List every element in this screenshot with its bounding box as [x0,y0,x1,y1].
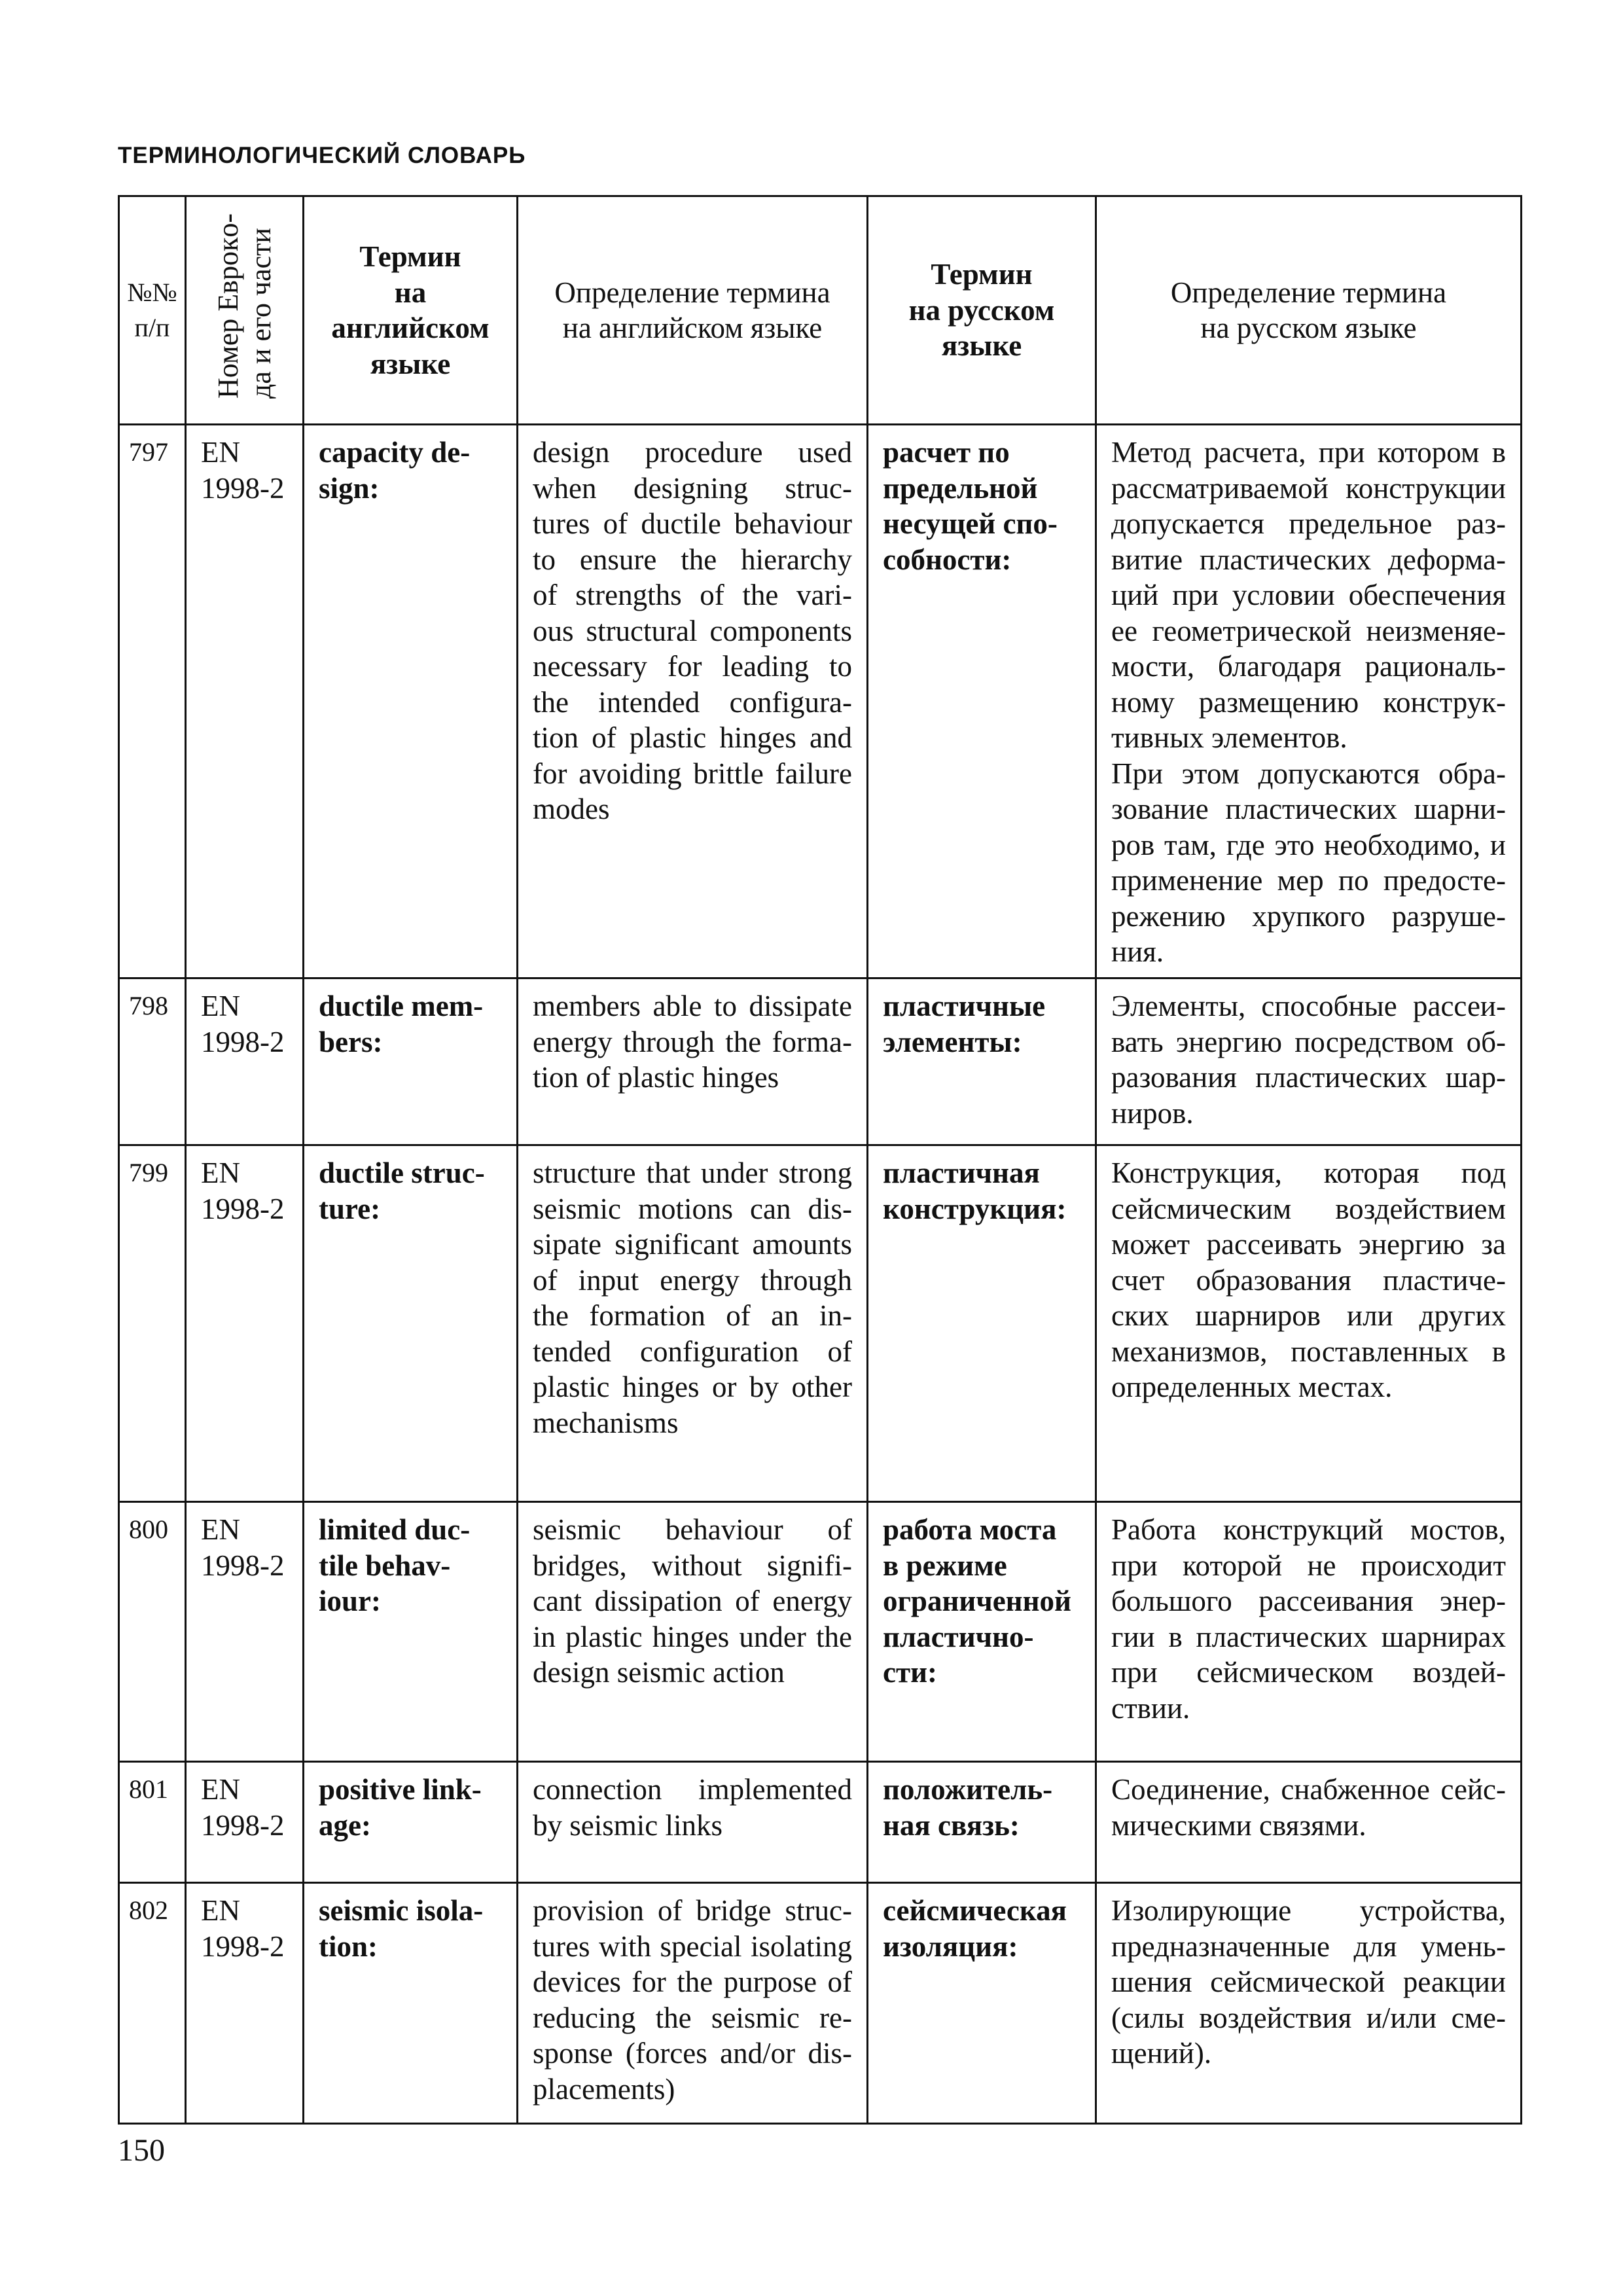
table-row [119,425,1522,978]
text-line: 1998-2 [201,1192,285,1225]
text-line: элементы: [883,1025,1022,1058]
russian-term [868,1502,1096,1762]
russian-definition [1096,1502,1522,1762]
eurocode-ref [186,1883,304,2124]
text-line: работа моста [883,1513,1057,1546]
text-line: Определение термина [554,276,830,309]
table-header-row [119,196,1522,425]
text-line: EN [201,1157,240,1189]
text-line: of strengths of the vari- [533,579,852,611]
text-line: Метод расчета, при котором в [1111,436,1506,469]
text-line: разования пластических шар- [1111,1061,1506,1094]
text-line: тивных элементов. [1111,721,1347,754]
header-line: да и его части [244,228,277,399]
text-line: английском [331,312,490,344]
text-line: EN [201,1773,240,1806]
text-line: в режиме [883,1549,1007,1582]
text-line: механизмов, поставленных в [1111,1335,1506,1368]
text-line: in plastic hinges under the [533,1620,852,1653]
text-line: provision of bridge struc- [533,1894,852,1927]
english-term [304,1502,518,1762]
page-number: 150 [118,2133,165,2168]
text-line: reducing the seismic re- [533,2001,852,2034]
text-line: ров там, где это необходимо, и [1111,828,1506,861]
text-line: sign: [319,471,380,505]
text-line: пластичная [883,1157,1040,1189]
text-line: пластично- [883,1620,1034,1653]
eurocode-ref [186,425,304,978]
running-header: ТЕРМИНОЛОГИЧЕСКИЙ СЛОВАРЬ [118,143,526,168]
eurocode-ref [186,1502,304,1762]
text-line: structure that under strong [533,1157,852,1189]
text-line: EN [201,1513,240,1546]
table-row [119,1883,1522,2124]
text-line: tion: [319,1929,378,1963]
russian-term [868,978,1096,1145]
text-line: tended configuration of [533,1335,852,1368]
text-line: вать энергию посредством об- [1111,1025,1506,1058]
text-line: на английском языке [562,312,823,344]
text-line: пластичные [883,990,1046,1022]
text-line: сейсмическая [883,1894,1067,1927]
text-line: ному размещению конструк- [1111,685,1506,719]
text-line: рассматриваемой конструкции [1111,471,1506,505]
text-line: на русском [908,293,1055,327]
text-line: на [394,276,427,309]
text-line: ture: [319,1192,381,1225]
entry-number-text: 801 [129,1774,168,1804]
text-line: ous structural components [533,614,852,647]
entry-number-text: 800 [129,1515,168,1544]
russian-term [868,1762,1096,1883]
text-line: 1998-2 [201,1549,285,1582]
text-line: при сейсмическом воздей- [1111,1656,1506,1689]
text-line: предназначенные для умень- [1111,1929,1506,1963]
english-definition [518,1145,868,1502]
text-line: (силы воздействия и/или сме- [1111,2001,1506,2034]
table-row [119,978,1522,1145]
text-line: 1998-2 [201,1808,285,1842]
header-ru-def [1096,196,1522,425]
text-line: 1998-2 [201,1929,285,1963]
text-line: гии в пластических шарнирах [1111,1620,1506,1653]
text-line: ductile struc- [319,1157,485,1189]
text-line: placements) [533,2072,675,2106]
header-line: №№ [127,277,177,307]
text-line: EN [201,436,240,469]
russian-term [868,425,1096,978]
text-line: ниров. [1111,1096,1194,1130]
russian-definition [1096,978,1522,1145]
text-line: применение мер по предосте- [1111,864,1506,897]
text-line: to ensure the hierarchy [533,543,852,576]
english-definition [518,1502,868,1762]
table-row [119,1502,1522,1762]
text-line: Определение термина [1170,276,1447,309]
text-line: мическими связями. [1111,1808,1366,1842]
eurocode-ref [186,978,304,1145]
text-line: members able to dissipate [533,990,852,1022]
text-line: режению хрупкого разруше- [1111,899,1506,933]
text-line: the intended configura- [533,685,852,719]
eurocode-ref [186,1762,304,1883]
text-line: конструкция: [883,1192,1067,1225]
table-row [119,1762,1522,1883]
text-line: большого рассеивания энер- [1111,1585,1506,1617]
text-line: age: [319,1808,371,1842]
text-line: limited duc- [319,1513,471,1546]
text-line: щений). [1111,2037,1212,2070]
text-line: языке [941,329,1022,363]
text-line: 1998-2 [201,1025,285,1058]
text-line: energy through the forma- [533,1025,852,1058]
text-line: ствии. [1111,1691,1190,1725]
english-definition [518,1883,868,2124]
text-line: bers: [319,1025,383,1058]
text-line: витие пластических деформа- [1111,543,1506,576]
header-line: п/п [134,313,170,342]
text-line: tion of plastic hinges and [533,721,852,754]
header-eurocode [186,196,304,425]
header-line: Номер Еврокo- [211,213,244,399]
russian-term [868,1145,1096,1502]
text-line: ductile mem- [319,990,484,1022]
text-line: sponse (forces and/or dis- [533,2037,852,2070]
text-line: capacity de- [319,436,471,469]
text-line: modes [533,793,610,825]
text-line: Работа конструкций мостов, [1111,1513,1506,1546]
entry-number-text: 798 [129,991,168,1020]
text-line: of input energy through [533,1263,852,1297]
text-line: ния. [1111,935,1164,968]
text-line: при которой не происходит [1111,1549,1506,1582]
text-line: seismic motions can dis- [533,1192,852,1225]
entry-number [119,1883,186,2124]
entry-number [119,1762,186,1883]
english-term [304,978,518,1145]
header-ru-term [868,196,1096,425]
text-line: devices for the purpose of [533,1965,852,1998]
header-number [119,196,186,425]
text-line: bridges, without signifi- [533,1549,852,1582]
text-line: Соединение, снабженное сейс- [1111,1773,1506,1806]
english-term [304,425,518,978]
text-line: ограниченной [883,1585,1071,1617]
text-line: design seismic action [533,1656,785,1689]
russian-term [868,1883,1096,2124]
text-line: EN [201,990,240,1022]
text-line: iour: [319,1585,381,1617]
text-line: Термин [359,240,461,273]
text-line: зование пластических шарни- [1111,793,1506,825]
entry-number-text: 799 [129,1158,168,1187]
text-line: определенных местах. [1111,1371,1393,1403]
text-line: шения сейсмической реакции [1111,1965,1506,1998]
text-line: расчет по [883,436,1010,469]
entry-number-text: 802 [129,1895,168,1925]
text-line: positive link- [319,1773,482,1806]
eurocode-ref [186,1145,304,1502]
text-line: tile behav- [319,1549,451,1582]
text-line: Изолирующие устройства, [1111,1894,1506,1927]
text-line: положитель- [883,1773,1053,1806]
entry-number [119,425,186,978]
text-line: ций при условии обеспечения [1111,579,1506,611]
english-term [304,1145,518,1502]
text-line: when designing struc- [533,471,852,505]
text-line: Термин [931,258,1033,291]
text-line: на русском языке [1200,312,1417,344]
text-line: by seismic links [533,1808,722,1842]
text-line: ная связь: [883,1808,1020,1842]
text-line: 1998-2 [201,471,285,505]
text-line: mechanisms [533,1406,679,1439]
russian-definition [1096,1883,1522,2124]
text-line: ских шарниров или других [1111,1299,1506,1332]
text-line: EN [201,1894,240,1927]
text-line: the formation of an in- [533,1299,852,1332]
text-line: сти: [883,1656,937,1689]
text-line: tion of plastic hinges [533,1061,779,1094]
text-line: tures of ductile behaviour [533,507,852,540]
english-definition [518,978,868,1145]
header-en-def [518,196,868,425]
header-eurocode-text [212,213,277,399]
entry-number [119,1502,186,1762]
text-line: счет образования пластиче- [1111,1263,1506,1297]
header-en-term [304,196,518,425]
text-line: предельной [883,471,1038,505]
text-line: necessary for leading to [533,650,852,683]
text-line: собности: [883,543,1012,576]
text-line: допускается предельное раз- [1111,507,1506,540]
text-line: design procedure used [533,436,852,469]
english-definition [518,1762,868,1883]
russian-definition [1096,1762,1522,1883]
text-line: plastic hinges or by other [533,1371,852,1403]
text-line: мости, благодаря рациональ- [1111,650,1506,683]
text-line: sipate significant amounts [533,1228,852,1261]
entry-number-text: 797 [129,437,168,467]
text-line: При этом допускаются обра- [1111,757,1506,790]
text-line: seismic isola- [319,1894,484,1927]
text-line: может рассеивать энергию за [1111,1228,1506,1261]
entry-number [119,1145,186,1502]
text-line: языке [370,347,451,380]
text-line: сейсмическим воздействием [1111,1192,1506,1225]
english-term [304,1883,518,2124]
text-line: cant dissipation of energy [533,1585,852,1617]
entry-number [119,978,186,1145]
russian-definition [1096,1145,1522,1502]
text-line: несущей спо- [883,507,1058,540]
english-definition [518,425,868,978]
russian-definition [1096,425,1522,978]
table-row [119,1145,1522,1502]
english-term [304,1762,518,1883]
text-line: Элементы, способные рассеи- [1111,990,1506,1022]
text-line: ее геометрической неизменяе- [1111,614,1506,647]
text-line: for avoiding brittle failure [533,757,852,790]
text-line: Конструкция, которая под [1111,1157,1506,1189]
glossary-table [118,195,1522,2125]
text-line: tures with special isolating [533,1929,852,1963]
text-line: connection implemented [533,1773,852,1806]
text-line: seismic behaviour of [533,1513,852,1546]
text-line: изоляция: [883,1929,1018,1963]
